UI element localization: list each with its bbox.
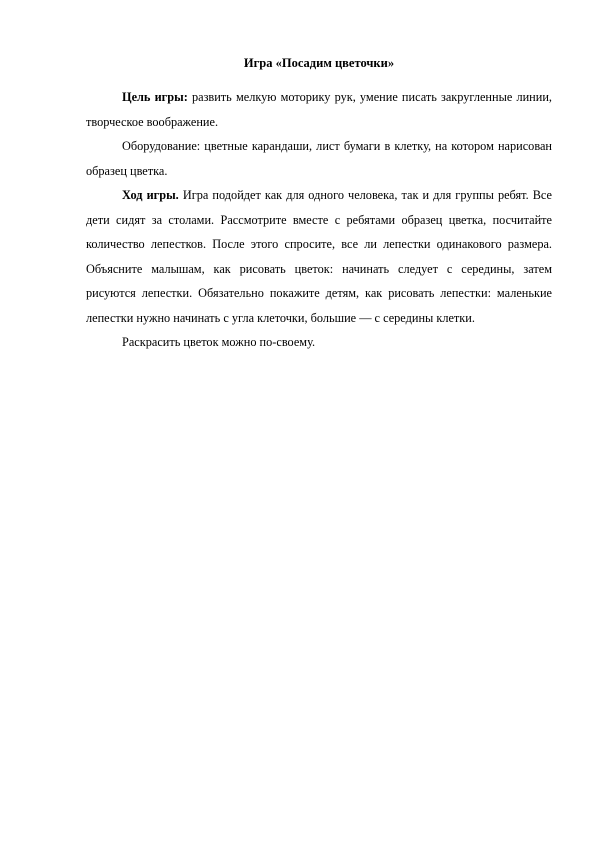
paragraph-game-process-text: Игра подойдет как для одного человека, так и для группы ребят. Все дети сидят за столами. Рассмотрите вместе с ребятами образец цветка, посчитайте количество лепестков. После этого спросите, все ли лепестки одинакового размера. Объясните малышам, как рисовать цветок: начинать следует с середины, затем рисуются лепестки. Обязательно покажите детям, как рисовать лепестки: маленькие лепестки нужно начинать с угла клеточки, большие — с середины клетки.: [86, 188, 553, 325]
paragraph-game-process-lead: Ход игры.: [122, 188, 179, 202]
paragraph-equipment: [86, 134, 552, 183]
paragraph-goal-text: развить мелкую моторику рук, умение писать закругленные линии, творческое воображение.: [86, 90, 552, 129]
document-body: [86, 55, 552, 355]
paragraph-game-process: [86, 183, 552, 330]
paragraph-goal: [86, 85, 552, 134]
document-title: Игра «Посадим цветочки»: [243, 56, 395, 70]
paragraph-coloring-text: Раскрасить цветок можно по-своему.: [122, 335, 316, 349]
paragraph-coloring: [86, 330, 552, 355]
paragraph-goal-lead: Цель игры:: [122, 90, 188, 104]
paragraph-equipment-text: Оборудование: цветные карандаши, лист бумаги в клетку, на котором нарисован образец цветка.: [86, 139, 552, 178]
